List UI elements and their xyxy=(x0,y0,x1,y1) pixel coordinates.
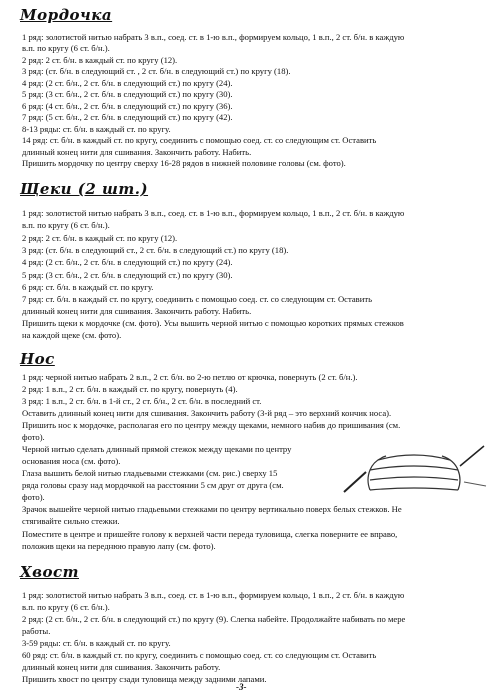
section-heading-khvost: Хвост xyxy=(20,563,79,581)
text-line: Пришить нос к мордочке, располагая его по центру между щеками, немного набив до пришивания (см. xyxy=(22,420,401,430)
text-line: ряда головы сразу над мордочкой на расстоянии 5 см друг от друга (см. xyxy=(22,480,284,490)
text-line: 3 ряд: (ст. б/н. в следующий ст., 2 ст. б/н. в следующий ст.) по кругу (18). xyxy=(22,245,289,255)
text-line: длинный конец нити для сшивания. Закончить работу. Набить. xyxy=(22,147,252,157)
text-line: 3 ряд: 1 в.п., 2 ст. б/н. в 1-й ст., 2 ст. б/н., 2 ст. б/н. в последний ст. xyxy=(22,396,262,406)
text-line: 1 ряд: золотистой нитью набрать 3 в.п., соед. ст. в 1-ю в.п., формируем кольцо, 1 в.п., 2 ст. б/н. в каждую xyxy=(22,32,405,42)
text-line: 2 ряд: (2 ст. б/н., 2 ст. б/н. в следующий ст.) по кругу (9). Слегка набейте. Продолжайте набивать по мере xyxy=(22,614,406,624)
text-line: 14 ряд: ст. б/н. в каждый ст. по кругу, соединить с помощью соед. ст. со следующим ст. Оставить xyxy=(22,135,377,145)
section-heading-shcheki: Щеки (2 шт.) xyxy=(20,180,149,198)
eye-stitch-illustration xyxy=(340,442,488,498)
page-number: -3- xyxy=(236,682,247,692)
text-line: на каждой щеке (см. фото). xyxy=(22,330,122,340)
text-line: 7 ряд: ст. б/н. в каждый ст. по кругу, соединить с помощью соед. ст. со следующим ст. Оставить xyxy=(22,294,373,304)
text-line: 3-59 ряды: ст. б/н. в каждый ст. по кругу. xyxy=(22,638,171,648)
text-line: Пришить щеки к мордочке (см. фото). Усы вышить черной нитью с помощью коротких прямых стежков xyxy=(22,318,404,328)
text-line: фото). xyxy=(22,492,45,502)
text-line: Поместите в центре и пришейте голову к верхней части переда туловища, слегка поверните ее вправо, xyxy=(22,529,398,539)
text-line: 5 ряд: (3 ст. б/н., 2 ст. б/н. в следующий ст.) по кругу (30). xyxy=(22,89,233,99)
text-line: длинный конец нити для сшивания. Закончить работу. Набить. xyxy=(22,306,252,316)
section-heading-mordochka: Мордочка xyxy=(20,6,113,24)
text-line: Пришить мордочку по центру сверху 16-28 рядов в нижней половине головы (см. фото). xyxy=(22,158,346,168)
text-line: стягивайте сильно стежки. xyxy=(22,516,120,526)
text-line: 2 ряд: 2 ст. б/н. в каждый ст. по кругу (12). xyxy=(22,55,178,65)
text-line: 7 ряд: (5 ст. б/н., 2 ст. б/н. в следующий ст.) по кругу (42). xyxy=(22,112,233,122)
text-line: 5 ряд: (3 ст. б/н., 2 ст. б/н. в следующий ст.) по кругу (30). xyxy=(22,270,233,280)
text-line: Глаза вышить белой нитью гладьевыми стежками (см. рис.) сверху 15 xyxy=(22,468,278,478)
text-line: основания носа (см. фото). xyxy=(22,456,121,466)
text-line: 6 ряд: ст. б/н. в каждый ст. по кругу. xyxy=(22,282,154,292)
text-line: в.п. по кругу (6 ст. б/н.). xyxy=(22,602,110,612)
text-line: 4 ряд: (2 ст. б/н., 2 ст. б/н. в следующий ст.) по кругу (24). xyxy=(22,78,233,88)
text-line: 4 ряд: (2 ст. б/н., 2 ст. б/н. в следующий ст.) по кругу (24). xyxy=(22,257,233,267)
text-line: 1 ряд: черной нитью набрать 2 в.п., 2 ст. б/н. во 2-ю петлю от крючка, повернуть (2 ст. б/н.). xyxy=(22,372,358,382)
text-line: 2 ряд: 1 в.п., 2 ст. б/н. в каждый ст. по кругу, повернуть (4). xyxy=(22,384,238,394)
text-line: 3 ряд: (ст. б/н. в следующий ст. , 2 ст. б/н. в следующий ст.) по кругу (18). xyxy=(22,66,291,76)
text-line: фото). xyxy=(22,432,45,442)
text-line: Оставить длинный конец нити для сшивания. Закончить работу (3-й ряд – это верхний кончик носа). xyxy=(22,408,392,418)
text-line: 2 ряд: 2 ст. б/н. в каждый ст. по кругу (12). xyxy=(22,233,178,243)
text-line: 8-13 ряды: ст. б/н. в каждый ст. по кругу. xyxy=(22,124,171,134)
text-line: в.п. по кругу (6 ст. б/н.). xyxy=(22,220,110,230)
text-line: 6 ряд: (4 ст. б/н., 2 ст. б/н. в следующий ст.) по кругу (36). xyxy=(22,101,233,111)
text-line: Зрачок вышейте черной нитью гладьевыми стежками по центру вертикально поверх белых стежков. Не xyxy=(22,504,402,514)
text-line: 1 ряд: золотистой нитью набрать 3 в.п., соед. ст. в 1-ю в.п., формируем кольцо, 1 в.п., 2 ст. б/н. в каждую xyxy=(22,590,405,600)
text-line: работы. xyxy=(22,626,51,636)
section-heading-nos: Нос xyxy=(20,350,55,368)
text-line: Пришить хвост по центру сзади туловища между задними лапами. xyxy=(22,674,267,684)
text-line: 1 ряд: золотистой нитью набрать 3 в.п., соед. ст. в 1-ю в.п., формируем кольцо, 1 в.п., 2 ст. б/н. в каждую xyxy=(22,208,405,218)
text-line: 60 ряд: ст. б/н. в каждый ст. по кругу, соединить с помощью соед. ст. со следующим ст. Оставить xyxy=(22,650,377,660)
text-line: Черной нитью сделать длинный прямой стежок между щеками по центру xyxy=(22,444,292,454)
text-line: в.п. по кругу (6 ст. б/н.). xyxy=(22,43,110,53)
text-line: положив щеки на переднюю правую лапу (см. фото). xyxy=(22,541,216,551)
text-line: длинный конец нити для сшивания. Закончить работу. xyxy=(22,662,221,672)
